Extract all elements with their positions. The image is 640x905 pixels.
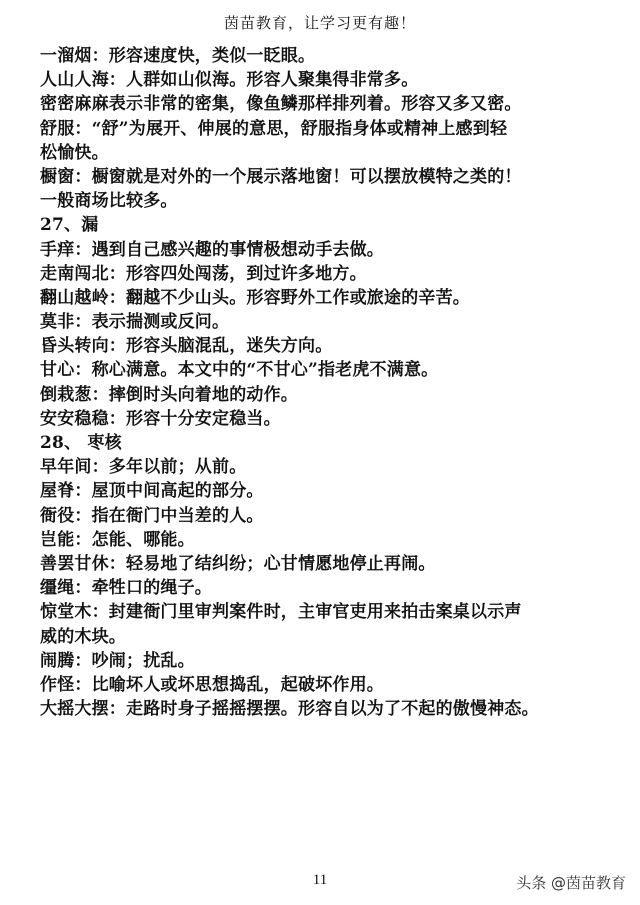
text-line: 岂能：怎能、哪能。 <box>40 529 195 550</box>
text-line: 威的木块。 <box>40 626 126 647</box>
text-line: 屋脊：屋顶中间高起的部分。 <box>40 481 264 502</box>
text-line: 松愉快。 <box>40 142 109 163</box>
text-line: 手痒：遇到自己感兴趣的事情极想动手去做。 <box>40 239 384 260</box>
text-line: 昏头转向：形容头脑混乱，迷失方向。 <box>40 336 333 357</box>
text-line: 甘心：称心满意。本文中的“不甘心”指老虎不满意。 <box>40 360 439 381</box>
page-number: 11 <box>312 872 328 888</box>
text-line: 缰绳：牵牲口的绳子。 <box>40 578 212 599</box>
document-body <box>40 44 612 721</box>
text-line: 衙役：指在衙门中当差的人。 <box>40 505 264 526</box>
text-line: 人山人海：人群如山似海。形容人聚集得非常多。 <box>40 70 419 91</box>
text-line: 安安稳稳：形容十分安定稳当。 <box>40 408 281 429</box>
text-line: 舒服：“舒”为展开、伸展的意思，舒服指身体或精神上感到轻 <box>40 118 508 139</box>
text-line: 走南闯北：形容四处闯荡，到过许多地方。 <box>40 263 367 284</box>
text-line: 大摇大摆：走路时身子摇摇摆摆。形容自以为了不起的傲慢神态。 <box>40 699 539 720</box>
text-line: 闹腾：吵闹；扰乱。 <box>40 650 195 671</box>
text-line: 善罢甘休：轻易地了结纠纷；心甘情愿地停止再闹。 <box>40 553 436 574</box>
text-line: 倒栽葱：摔倒时头向着地的动作。 <box>40 384 298 405</box>
text-line: 一溜烟：形容速度快，类似一眨眼。 <box>40 46 316 66</box>
text-line: 莫非：表示揣测或反问。 <box>40 312 230 333</box>
text-line: 密密麻麻表示非常的密集，像鱼鳞那样排列着。形容又多又密。 <box>40 94 522 115</box>
text-line: 一般商场比较多。 <box>40 191 178 212</box>
text-line: 早年间：多年以前；从前。 <box>40 457 247 478</box>
section-heading: 28、 枣核 <box>40 433 122 453</box>
page-header: 茵苗教育，让学习更有趣！ <box>223 14 416 32</box>
text-line: 橱窗：橱窗就是对外的一个展示落地窗！可以摆放模特之类的！ <box>40 166 522 187</box>
text-line: 作怪：比喻坏人或坏思想捣乱，起破坏作用。 <box>40 674 384 695</box>
section-heading: 27、漏 <box>40 215 99 236</box>
text-line: 惊堂木：封建衙门里审判案件时，主审官吏用来拍击案桌以示声 <box>40 602 522 623</box>
text-line: 翻山越岭：翻越不少山头。形容野外工作或旅途的辛苦。 <box>40 287 470 308</box>
watermark: 头条 @茵苗教育 <box>516 874 626 892</box>
